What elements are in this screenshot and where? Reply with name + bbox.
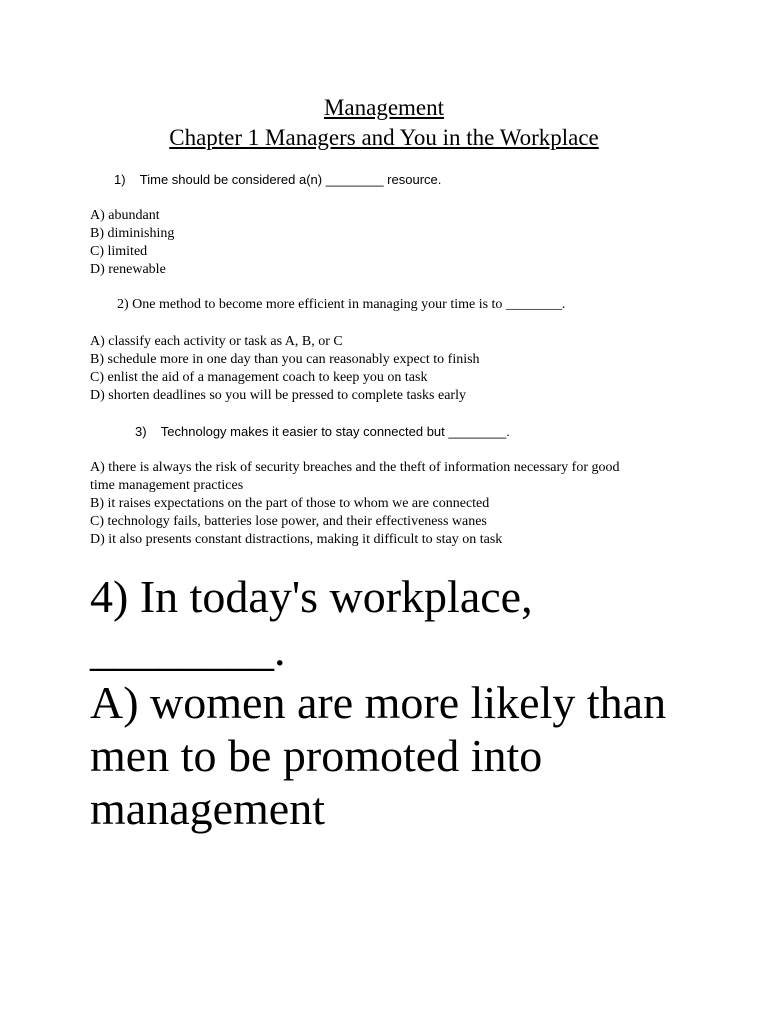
question-1-number: 1) bbox=[114, 172, 126, 187]
option: A) there is always the risk of security breaches and the theft of information necessary for good bbox=[90, 460, 620, 475]
course-title: Management bbox=[323, 95, 445, 120]
option: D) it also presents constant distractions, making it difficult to stay on task bbox=[90, 532, 503, 547]
question-4 bbox=[90, 570, 750, 835]
question-3-text: Technology makes it easier to stay connected but ________. bbox=[160, 424, 510, 439]
question-3-number: 3) bbox=[135, 424, 147, 439]
question-4-option-a-line1: A) women are more likely than bbox=[90, 677, 667, 728]
chapter-title: Chapter 1 Managers and You in the Workplace bbox=[169, 125, 599, 150]
option: C) enlist the aid of a management coach to keep you on task bbox=[90, 370, 428, 385]
option: D) shorten deadlines so you will be pressed to complete tasks early bbox=[90, 388, 466, 403]
option: A) classify each activity or task as A, B, or C bbox=[90, 334, 343, 349]
question-2-text: One method to become more efficient in managing your time is to ________. bbox=[132, 297, 566, 312]
question-2-number: 2) bbox=[117, 297, 129, 312]
option: B) diminishing bbox=[90, 226, 175, 241]
option: A) abundant bbox=[90, 208, 160, 223]
option: C) limited bbox=[90, 244, 148, 259]
question-3-options bbox=[90, 459, 619, 549]
question-1-options bbox=[90, 207, 174, 279]
question-1 bbox=[114, 172, 441, 187]
question-1-text: Time should be considered a(n) ________ resource. bbox=[139, 172, 442, 187]
option: D) renewable bbox=[90, 262, 166, 277]
question-2 bbox=[117, 297, 565, 313]
question-4-option-a-line2: men to be promoted into bbox=[90, 730, 543, 781]
option: B) it raises expectations on the part of those to whom we are connected bbox=[90, 496, 490, 511]
question-4-option-a-line3: management bbox=[90, 783, 326, 834]
option: C) technology fails, batteries lose power, and their effectiveness wanes bbox=[90, 514, 487, 529]
question-3 bbox=[135, 424, 510, 439]
option: time management practices bbox=[90, 478, 244, 493]
question-4-line1: 4) In today's workplace, bbox=[90, 571, 533, 622]
option: B) schedule more in one day than you can reasonably expect to finish bbox=[90, 352, 480, 367]
question-4-blank: ________. bbox=[90, 624, 286, 675]
question-2-options bbox=[90, 333, 480, 405]
